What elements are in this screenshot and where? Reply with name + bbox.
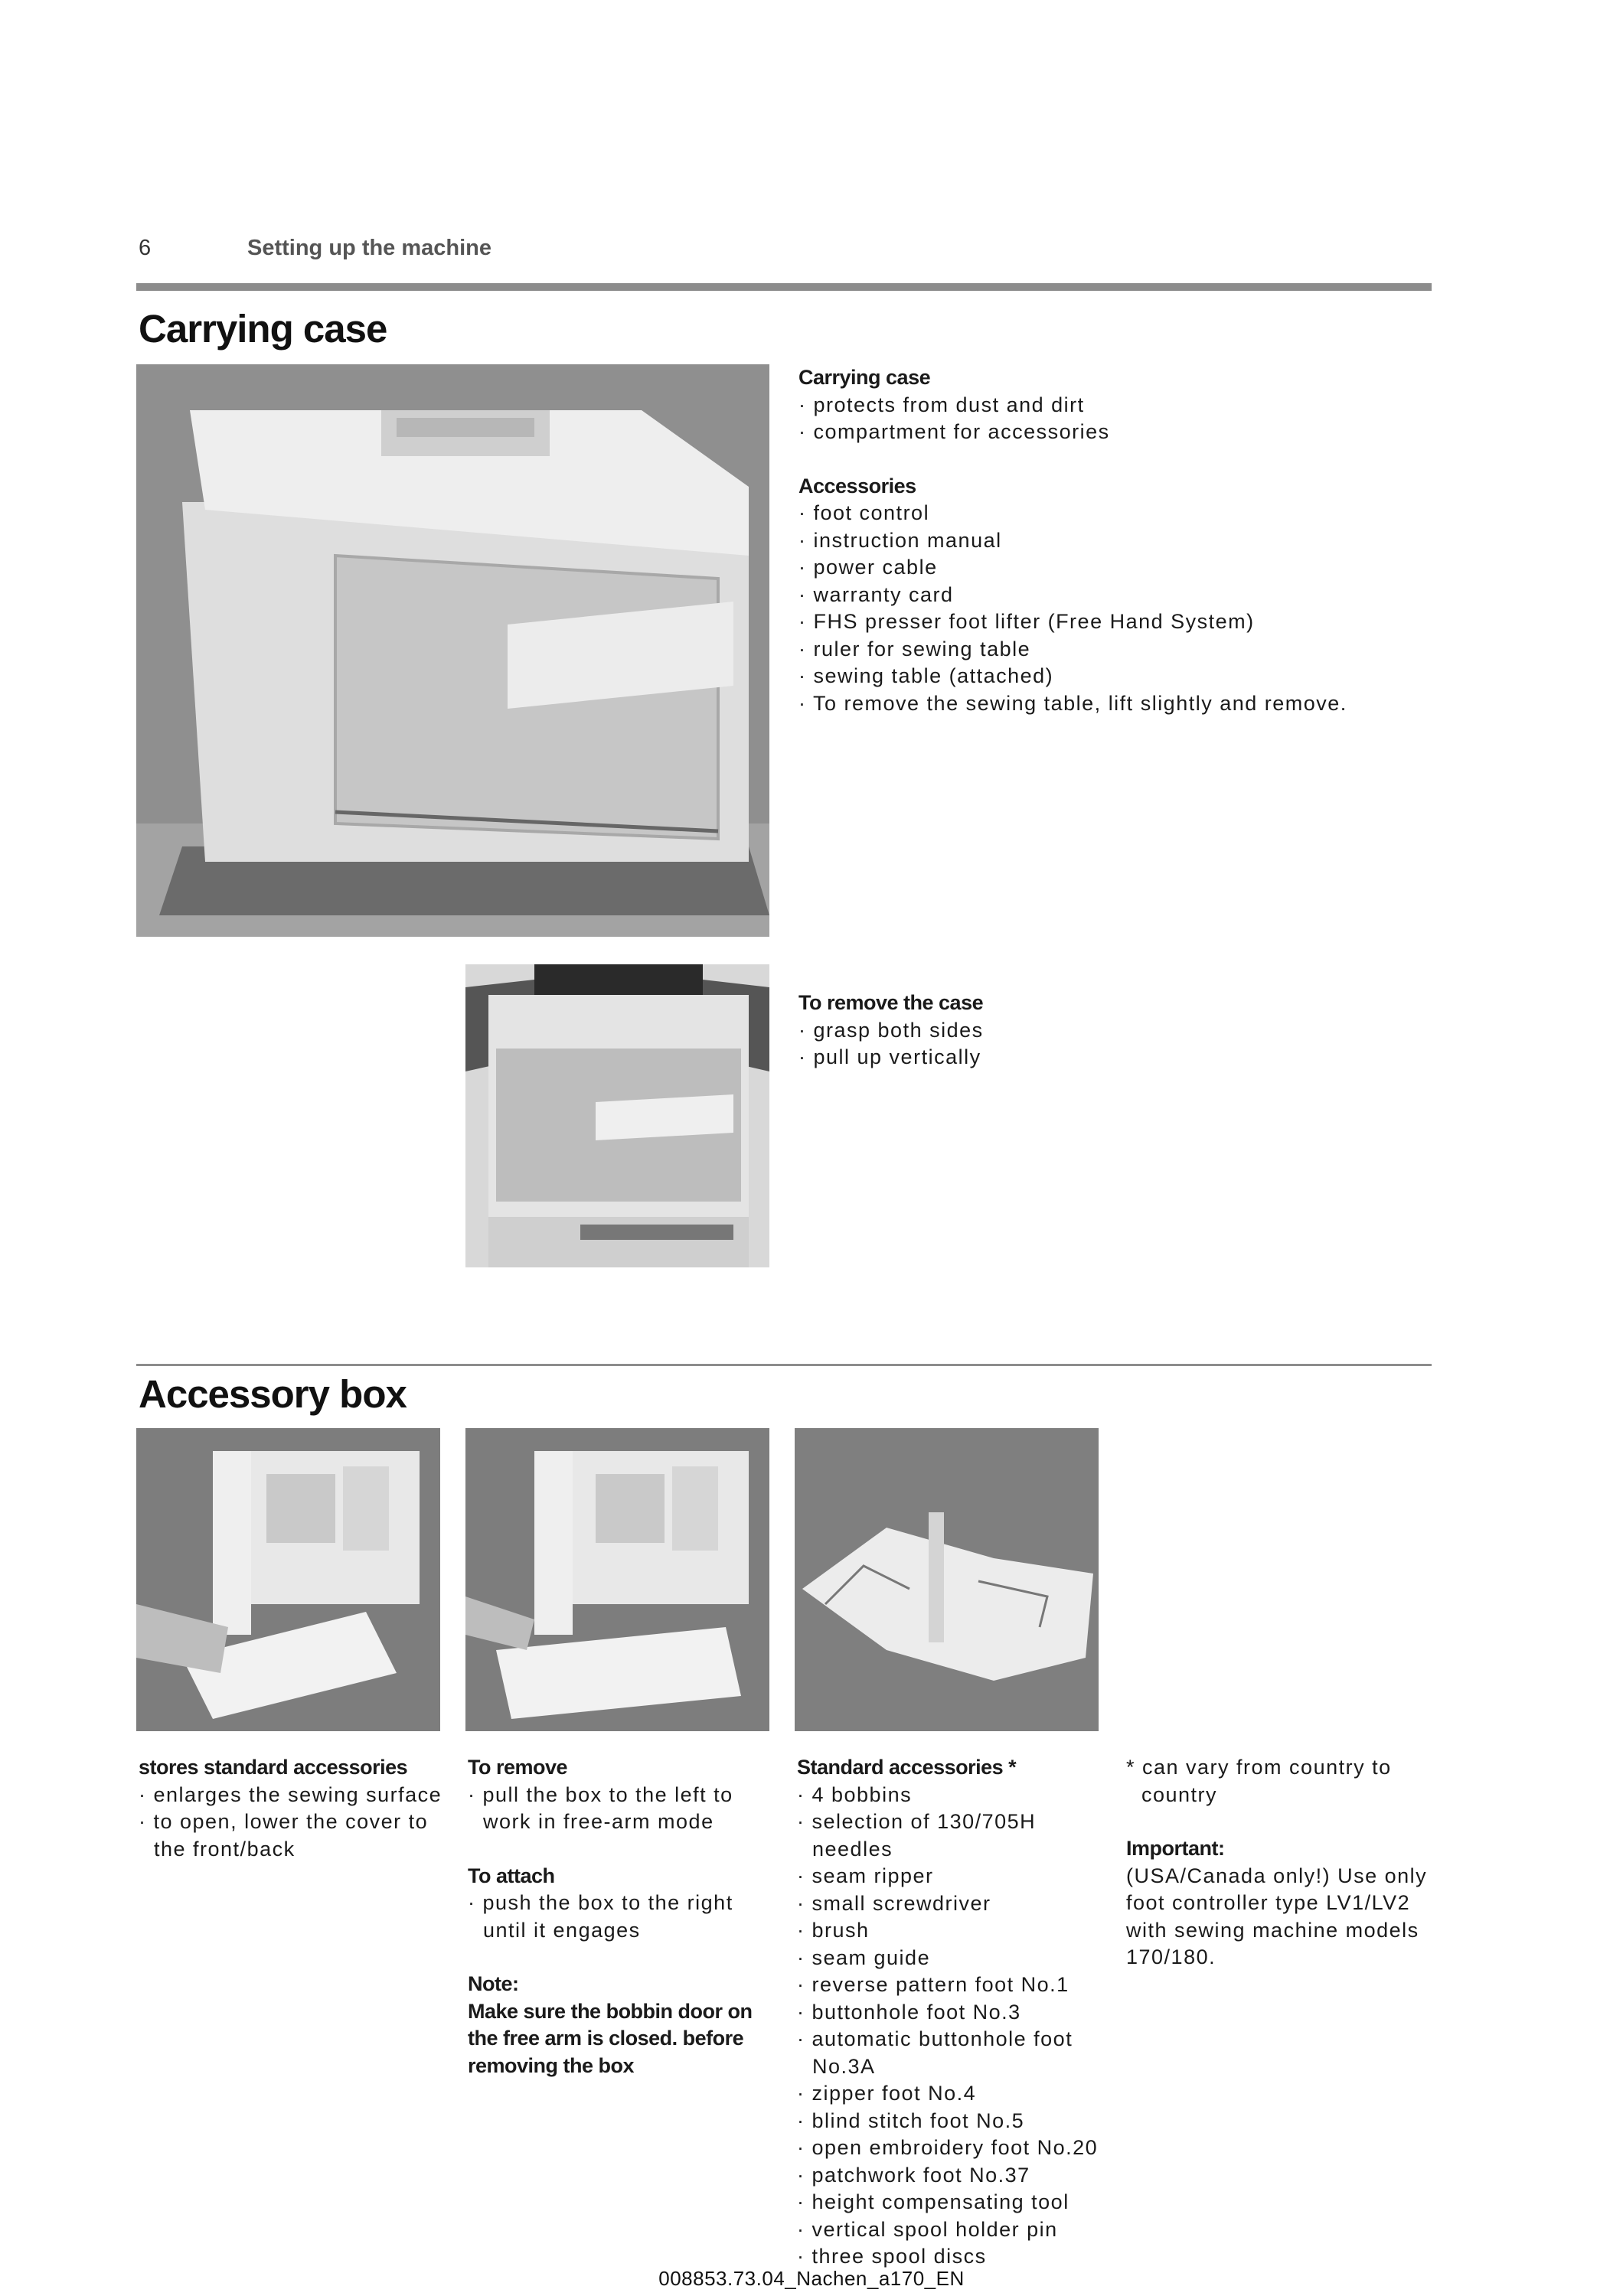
section-divider bbox=[136, 1364, 1432, 1366]
list-item: · grasp both sides bbox=[798, 1018, 984, 1042]
note-title: Note: bbox=[468, 1972, 519, 1995]
to-attach-title: To attach bbox=[468, 1864, 555, 1887]
list-item: · brush bbox=[797, 1919, 870, 1942]
list-item: · vertical spool holder pin bbox=[797, 2217, 1058, 2241]
remove-case-instructions bbox=[798, 990, 1426, 1071]
list-item: · to open, lower the cover to the front/back bbox=[139, 1810, 429, 1861]
accessory-box-col4 bbox=[1126, 1754, 1429, 1971]
document-code: 008853.73.04_Nachen_a170_EN bbox=[658, 2267, 965, 2290]
section-title: Setting up the machine bbox=[247, 236, 492, 260]
list-item: · power cable bbox=[798, 556, 938, 579]
list-item: · reverse pattern foot No.1 bbox=[797, 1973, 1069, 1996]
list-item: · sewing table (attached) bbox=[798, 664, 1054, 687]
remove-case-photo bbox=[465, 964, 769, 1267]
standard-accessories-title: Standard accessories * bbox=[797, 1756, 1017, 1779]
list-item: · enlarges the sewing surface bbox=[139, 1782, 442, 1806]
to-remove-title: To remove bbox=[468, 1756, 568, 1779]
list-item: · automatic buttonhole foot No.3A bbox=[797, 2027, 1073, 2078]
accessory-box-heading: Accessory box bbox=[139, 1372, 407, 1416]
remove-case-title: To remove the case bbox=[798, 991, 984, 1014]
list-item: · 4 bobbins bbox=[797, 1782, 913, 1806]
accessory-box-photo-2 bbox=[465, 1428, 769, 1731]
page-number: 6 bbox=[139, 236, 152, 260]
list-item: · FHS presser foot lifter (Free Hand System) bbox=[798, 610, 1255, 633]
list-item: · three spool discs bbox=[797, 2245, 987, 2268]
list-item: · seam guide bbox=[797, 1945, 931, 1969]
list-item: · open embroidery foot No.20 bbox=[797, 2136, 1099, 2159]
list-item: · zipper foot No.4 bbox=[797, 2082, 977, 2105]
list-item: · push the box to the right until it engages bbox=[468, 1891, 733, 1942]
important-title: Important: bbox=[1126, 1837, 1225, 1860]
carrying-case-description bbox=[798, 364, 1426, 717]
carrying-case-subtitle: Carrying case bbox=[798, 366, 931, 389]
list-item: · To remove the sewing table, lift slightly and remove. bbox=[798, 691, 1347, 715]
carrying-case-photo bbox=[136, 364, 769, 937]
accessory-box-photo-1 bbox=[136, 1428, 440, 1731]
list-item: · pull up vertically bbox=[798, 1045, 981, 1068]
stores-accessories-title: stores standard accessories bbox=[139, 1756, 408, 1779]
carrying-case-heading: Carrying case bbox=[139, 307, 387, 351]
accessories-title: Accessories bbox=[798, 474, 916, 497]
list-item: · blind stitch foot No.5 bbox=[797, 2108, 1025, 2132]
list-item: · compartment for accessories bbox=[798, 420, 1110, 443]
list-item: · buttonhole foot No.3 bbox=[797, 2000, 1021, 2024]
important-text: (USA/Canada only!) Use only foot controller type LV1/LV2 with sewing machine models 170/180. bbox=[1126, 1864, 1428, 1968]
list-item: · instruction manual bbox=[798, 528, 1002, 552]
list-item: · patchwork foot No.37 bbox=[797, 2163, 1030, 2187]
list-item: · pull the box to the left to work in free-arm mode bbox=[468, 1782, 733, 1833]
list-item: · height compensating tool bbox=[797, 2190, 1069, 2213]
accessory-box-col2 bbox=[468, 1754, 774, 2079]
accessory-box-photo-3 bbox=[795, 1428, 1099, 1731]
list-item: · small screwdriver bbox=[797, 1891, 991, 1915]
list-item: · foot control bbox=[798, 501, 930, 524]
list-item: · protects from dust and dirt bbox=[798, 393, 1085, 416]
list-item: · seam ripper bbox=[797, 1864, 934, 1887]
header-divider bbox=[136, 283, 1432, 291]
list-item: · selection of 130/705H needles bbox=[797, 1810, 1037, 1861]
list-item: · ruler for sewing table bbox=[798, 637, 1031, 660]
footnote: * can vary from country to country bbox=[1126, 1756, 1392, 1806]
list-item: · warranty card bbox=[798, 582, 954, 606]
note-text: Make sure the bobbin door on the free arm is closed. before removing the box bbox=[468, 1999, 753, 2077]
accessory-box-col1 bbox=[139, 1754, 445, 1863]
accessory-box-col3 bbox=[797, 1754, 1111, 2271]
